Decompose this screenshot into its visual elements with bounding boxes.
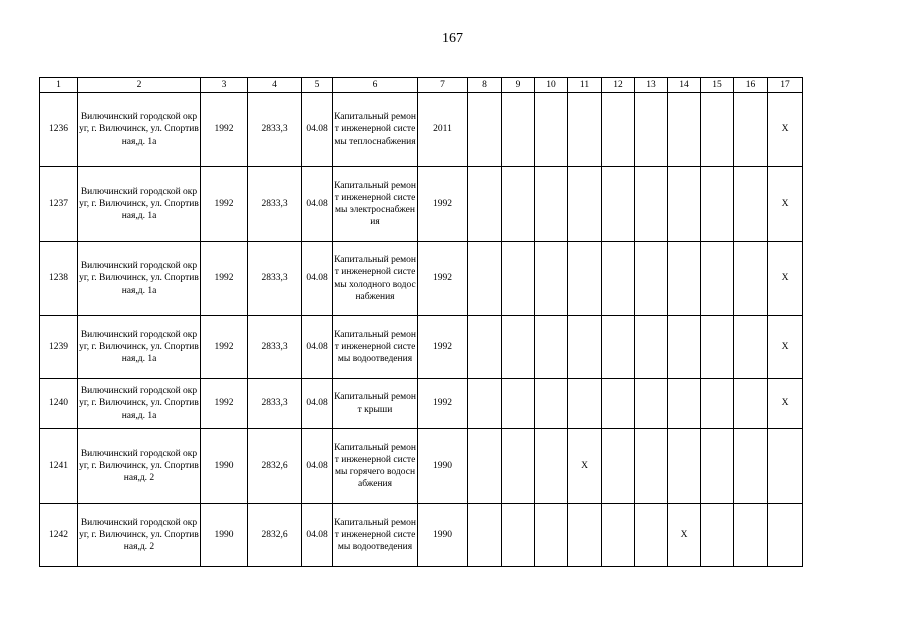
code-cell: 04.08 (302, 242, 333, 316)
work-year-cell: 1992 (418, 379, 468, 429)
column-header: 5 (302, 78, 333, 93)
mark-cell (602, 379, 635, 429)
mark-cell (468, 242, 502, 316)
mark-cell (568, 242, 602, 316)
work-type-cell: Капитальный ремонт инженерной системы теплоснабжения (333, 93, 418, 167)
mark-cell (701, 504, 734, 567)
row-number: 1236 (40, 93, 78, 167)
row-number: 1240 (40, 379, 78, 429)
address-cell: Вилючинский городской округ, г. Вилючинск, ул. Спортивная,д. 1а (78, 316, 201, 379)
column-header: 9 (502, 78, 535, 93)
area-cell: 2832,6 (248, 429, 302, 504)
mark-cell: X (768, 379, 803, 429)
address-cell: Вилючинский городской округ, г. Вилючинск, ул. Спортивная,д. 1а (78, 93, 201, 167)
mark-cell (468, 429, 502, 504)
mark-cell (568, 504, 602, 567)
mark-cell (468, 379, 502, 429)
address-cell: Вилючинский городской округ, г. Вилючинск, ул. Спортивная,д. 2 (78, 429, 201, 504)
column-header: 7 (418, 78, 468, 93)
column-header: 14 (668, 78, 701, 93)
mark-cell (734, 316, 768, 379)
column-header: 2 (78, 78, 201, 93)
work-type-cell: Капитальный ремонт инженерной системы холодного водоснабжения (333, 242, 418, 316)
row-number: 1241 (40, 429, 78, 504)
mark-cell (502, 167, 535, 242)
mark-cell (535, 504, 568, 567)
table-row (40, 316, 803, 379)
mark-cell (602, 504, 635, 567)
code-cell: 04.08 (302, 316, 333, 379)
mark-cell: X (668, 504, 701, 567)
column-header: 1 (40, 78, 78, 93)
work-year-cell: 1992 (418, 316, 468, 379)
column-header: 4 (248, 78, 302, 93)
mark-cell (602, 167, 635, 242)
code-cell: 04.08 (302, 429, 333, 504)
address-cell: Вилючинский городской округ, г. Вилючинск, ул. Спортивная,д. 2 (78, 504, 201, 567)
mark-cell (734, 379, 768, 429)
work-year-cell: 1990 (418, 504, 468, 567)
area-cell: 2832,6 (248, 504, 302, 567)
mark-cell (502, 316, 535, 379)
work-type-cell: Капитальный ремонт инженерной системы электроснабжения (333, 167, 418, 242)
mark-cell (701, 316, 734, 379)
column-header: 12 (602, 78, 635, 93)
construction-year-cell: 1990 (201, 429, 248, 504)
mark-cell: X (768, 93, 803, 167)
construction-year-cell: 1992 (201, 93, 248, 167)
code-cell: 04.08 (302, 93, 333, 167)
code-cell: 04.08 (302, 167, 333, 242)
mark-cell (668, 316, 701, 379)
mark-cell (768, 504, 803, 567)
row-number: 1237 (40, 167, 78, 242)
mark-cell (635, 316, 668, 379)
column-header: 16 (734, 78, 768, 93)
mark-cell (602, 429, 635, 504)
code-cell: 04.08 (302, 379, 333, 429)
work-year-cell: 1992 (418, 242, 468, 316)
work-year-cell: 1992 (418, 167, 468, 242)
mark-cell (468, 504, 502, 567)
construction-year-cell: 1992 (201, 167, 248, 242)
area-cell: 2833,3 (248, 242, 302, 316)
mark-cell: X (768, 242, 803, 316)
column-header: 15 (701, 78, 734, 93)
mark-cell (602, 316, 635, 379)
mark-cell (668, 379, 701, 429)
column-header: 10 (535, 78, 568, 93)
mark-cell (734, 504, 768, 567)
mark-cell (568, 316, 602, 379)
mark-cell (701, 379, 734, 429)
work-type-cell: Капитальный ремонт инженерной системы водоотведения (333, 504, 418, 567)
mark-cell (701, 167, 734, 242)
mark-cell (535, 429, 568, 504)
mark-cell (635, 93, 668, 167)
mark-cell (535, 379, 568, 429)
mark-cell (635, 242, 668, 316)
mark-cell (635, 504, 668, 567)
column-header: 17 (768, 78, 803, 93)
page-number: 167 (442, 31, 463, 46)
area-cell: 2833,3 (248, 379, 302, 429)
mark-cell (734, 242, 768, 316)
address-cell: Вилючинский городской округ, г. Вилючинск, ул. Спортивная,д. 1а (78, 167, 201, 242)
mark-cell (568, 93, 602, 167)
work-type-cell: Капитальный ремонт инженерной системы горячего водоснабжения (333, 429, 418, 504)
mark-cell (734, 429, 768, 504)
mark-cell (635, 429, 668, 504)
mark-cell (502, 379, 535, 429)
mark-cell (535, 316, 568, 379)
mark-cell (668, 167, 701, 242)
mark-cell (468, 167, 502, 242)
mark-cell: X (768, 316, 803, 379)
work-year-cell: 1990 (418, 429, 468, 504)
column-header: 13 (635, 78, 668, 93)
mark-cell: X (768, 167, 803, 242)
mark-cell (635, 379, 668, 429)
mark-cell (535, 167, 568, 242)
mark-cell (468, 93, 502, 167)
mark-cell (701, 93, 734, 167)
column-header: 3 (201, 78, 248, 93)
row-number: 1239 (40, 316, 78, 379)
construction-year-cell: 1990 (201, 504, 248, 567)
area-cell: 2833,3 (248, 316, 302, 379)
column-header: 6 (333, 78, 418, 93)
mark-cell (502, 93, 535, 167)
construction-year-cell: 1992 (201, 242, 248, 316)
mark-cell (568, 167, 602, 242)
mark-cell (502, 504, 535, 567)
table-row (40, 167, 803, 242)
mark-cell (668, 242, 701, 316)
mark-cell (734, 167, 768, 242)
repair-registry-table (39, 77, 803, 567)
row-number: 1242 (40, 504, 78, 567)
mark-cell (635, 167, 668, 242)
work-type-cell: Капитальный ремонт крыши (333, 379, 418, 429)
address-cell: Вилючинский городской округ, г. Вилючинск, ул. Спортивная,д. 1а (78, 242, 201, 316)
column-header: 11 (568, 78, 602, 93)
address-cell: Вилючинский городской округ, г. Вилючинск, ул. Спортивная,д. 1а (78, 379, 201, 429)
mark-cell (535, 93, 568, 167)
table-row (40, 93, 803, 167)
mark-cell (602, 242, 635, 316)
work-year-cell: 2011 (418, 93, 468, 167)
table-row (40, 504, 803, 567)
code-cell: 04.08 (302, 504, 333, 567)
table-row (40, 429, 803, 504)
mark-cell (701, 242, 734, 316)
column-number-header-row (40, 78, 803, 93)
mark-cell (602, 93, 635, 167)
column-header: 8 (468, 78, 502, 93)
table-row (40, 379, 803, 429)
mark-cell (668, 429, 701, 504)
mark-cell (668, 93, 701, 167)
mark-cell (734, 93, 768, 167)
work-type-cell: Капитальный ремонт инженерной системы водоотведения (333, 316, 418, 379)
mark-cell (535, 242, 568, 316)
row-number: 1238 (40, 242, 78, 316)
construction-year-cell: 1992 (201, 316, 248, 379)
area-cell: 2833,3 (248, 167, 302, 242)
mark-cell (468, 316, 502, 379)
area-cell: 2833,3 (248, 93, 302, 167)
mark-cell (568, 379, 602, 429)
mark-cell (502, 242, 535, 316)
mark-cell (701, 429, 734, 504)
table-row (40, 242, 803, 316)
mark-cell: X (568, 429, 602, 504)
construction-year-cell: 1992 (201, 379, 248, 429)
mark-cell (768, 429, 803, 504)
mark-cell (502, 429, 535, 504)
